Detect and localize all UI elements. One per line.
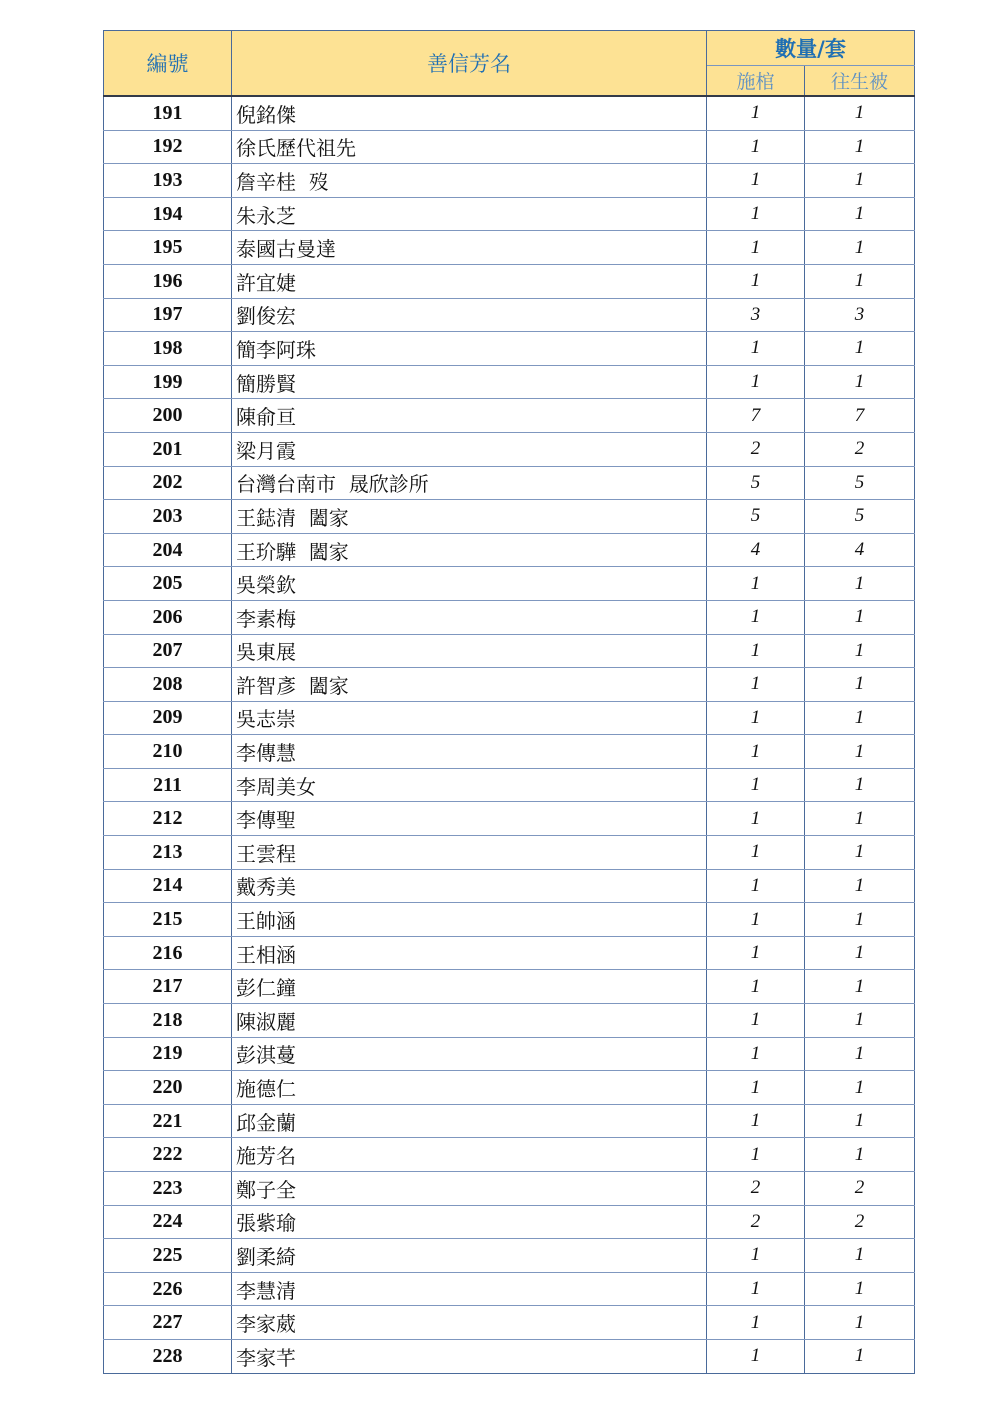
- row-coffin-qty: 1: [707, 1004, 805, 1038]
- row-number: 217: [104, 970, 232, 1004]
- table-row: [104, 432, 915, 466]
- row-quilt-qty: 1: [805, 1239, 915, 1273]
- table-row: [104, 668, 915, 702]
- row-donor-name: 彭淇蔓: [232, 1037, 707, 1071]
- table-row: [104, 500, 915, 534]
- table-row: [104, 1239, 915, 1273]
- row-number: 194: [104, 197, 232, 231]
- table-row: [104, 130, 915, 164]
- row-number: 191: [104, 96, 232, 130]
- row-quilt-qty: 1: [805, 936, 915, 970]
- donor-sheet: [103, 30, 914, 1374]
- row-coffin-qty: 1: [707, 130, 805, 164]
- row-quilt-qty: 1: [805, 1037, 915, 1071]
- row-number: 209: [104, 701, 232, 735]
- row-quilt-qty: 1: [805, 365, 915, 399]
- row-donor-name: 簡勝賢: [232, 365, 707, 399]
- table-row: [104, 869, 915, 903]
- table-row: [104, 768, 915, 802]
- row-number: 205: [104, 567, 232, 601]
- row-quilt-qty: 1: [805, 668, 915, 702]
- row-quilt-qty: 1: [805, 768, 915, 802]
- row-donor-name: 王帥涵: [232, 903, 707, 937]
- row-donor-name: 許智彥 闔家: [232, 668, 707, 702]
- row-number: 193: [104, 164, 232, 198]
- row-donor-name: 劉俊宏: [232, 298, 707, 332]
- row-quilt-qty: 1: [805, 836, 915, 870]
- row-donor-name: 吳東展: [232, 634, 707, 668]
- row-number: 218: [104, 1004, 232, 1038]
- row-number: 206: [104, 600, 232, 634]
- table-row: [104, 701, 915, 735]
- row-coffin-qty: 1: [707, 1037, 805, 1071]
- row-donor-name: 台灣台南市 晟欣診所: [232, 466, 707, 500]
- row-coffin-qty: 2: [707, 1205, 805, 1239]
- row-coffin-qty: 1: [707, 567, 805, 601]
- row-number: 216: [104, 936, 232, 970]
- row-coffin-qty: 1: [707, 1339, 805, 1373]
- row-number: 215: [104, 903, 232, 937]
- row-coffin-qty: 1: [707, 634, 805, 668]
- table-row: [104, 1272, 915, 1306]
- row-quilt-qty: 1: [805, 164, 915, 198]
- row-coffin-qty: 1: [707, 1306, 805, 1340]
- row-coffin-qty: 1: [707, 1272, 805, 1306]
- header-quilt: 往生被: [805, 65, 915, 96]
- row-number: 220: [104, 1071, 232, 1105]
- header-coffin: 施棺: [707, 65, 805, 96]
- row-donor-name: 王玠驊 闔家: [232, 533, 707, 567]
- row-quilt-qty: 1: [805, 970, 915, 1004]
- row-number: 203: [104, 500, 232, 534]
- row-quilt-qty: 1: [805, 231, 915, 265]
- table-row: [104, 1071, 915, 1105]
- row-donor-name: 許宜婕: [232, 264, 707, 298]
- row-coffin-qty: 5: [707, 466, 805, 500]
- row-number: 210: [104, 735, 232, 769]
- row-number: 208: [104, 668, 232, 702]
- row-donor-name: 徐氏歷代祖先: [232, 130, 707, 164]
- row-quilt-qty: 1: [805, 802, 915, 836]
- table-row: [104, 298, 915, 332]
- row-donor-name: 梁月霞: [232, 432, 707, 466]
- table-row: [104, 1037, 915, 1071]
- table-body: [104, 96, 915, 1373]
- row-number: 212: [104, 802, 232, 836]
- row-coffin-qty: 2: [707, 1172, 805, 1206]
- row-coffin-qty: 1: [707, 903, 805, 937]
- row-coffin-qty: 5: [707, 500, 805, 534]
- row-coffin-qty: 1: [707, 735, 805, 769]
- row-donor-name: 李傳聖: [232, 802, 707, 836]
- row-quilt-qty: 1: [805, 869, 915, 903]
- table-row: [104, 399, 915, 433]
- row-donor-name: 李傳慧: [232, 735, 707, 769]
- row-quilt-qty: 1: [805, 701, 915, 735]
- row-number: 222: [104, 1138, 232, 1172]
- row-number: 224: [104, 1205, 232, 1239]
- row-quilt-qty: 1: [805, 634, 915, 668]
- row-coffin-qty: 1: [707, 264, 805, 298]
- row-number: 213: [104, 836, 232, 870]
- table-row: [104, 1306, 915, 1340]
- table-row: [104, 1339, 915, 1373]
- row-quilt-qty: 1: [805, 600, 915, 634]
- row-donor-name: 李素梅: [232, 600, 707, 634]
- row-number: 219: [104, 1037, 232, 1071]
- table-row: [104, 1205, 915, 1239]
- row-number: 199: [104, 365, 232, 399]
- row-coffin-qty: 1: [707, 936, 805, 970]
- row-donor-name: 王雲程: [232, 836, 707, 870]
- row-number: 196: [104, 264, 232, 298]
- row-coffin-qty: 1: [707, 600, 805, 634]
- row-number: 221: [104, 1104, 232, 1138]
- row-coffin-qty: 1: [707, 768, 805, 802]
- table-row: [104, 1004, 915, 1038]
- row-coffin-qty: 1: [707, 1138, 805, 1172]
- table-row: [104, 567, 915, 601]
- row-donor-name: 陳淑麗: [232, 1004, 707, 1038]
- row-donor-name: 陳俞亘: [232, 399, 707, 433]
- row-donor-name: 施芳名: [232, 1138, 707, 1172]
- table-row: [104, 1172, 915, 1206]
- row-coffin-qty: 1: [707, 1104, 805, 1138]
- table-row: [104, 533, 915, 567]
- row-quilt-qty: 1: [805, 1339, 915, 1373]
- table-header: [104, 31, 915, 97]
- row-quilt-qty: 2: [805, 432, 915, 466]
- row-quilt-qty: 5: [805, 500, 915, 534]
- row-quilt-qty: 1: [805, 332, 915, 366]
- row-number: 207: [104, 634, 232, 668]
- table-row: [104, 264, 915, 298]
- row-donor-name: 詹辛桂 歿: [232, 164, 707, 198]
- row-number: 198: [104, 332, 232, 366]
- row-donor-name: 邱金蘭: [232, 1104, 707, 1138]
- row-quilt-qty: 1: [805, 1138, 915, 1172]
- row-coffin-qty: 1: [707, 970, 805, 1004]
- row-coffin-qty: 1: [707, 365, 805, 399]
- row-quilt-qty: 1: [805, 1272, 915, 1306]
- table-row: [104, 466, 915, 500]
- table-row: [104, 735, 915, 769]
- row-donor-name: 王相涵: [232, 936, 707, 970]
- row-quilt-qty: 5: [805, 466, 915, 500]
- row-number: 204: [104, 533, 232, 567]
- row-donor-name: 施德仁: [232, 1071, 707, 1105]
- row-number: 195: [104, 231, 232, 265]
- row-number: 214: [104, 869, 232, 903]
- row-quilt-qty: 4: [805, 533, 915, 567]
- row-quilt-qty: 1: [805, 96, 915, 130]
- row-number: 227: [104, 1306, 232, 1340]
- row-quilt-qty: 1: [805, 567, 915, 601]
- table-row: [104, 634, 915, 668]
- row-coffin-qty: 1: [707, 96, 805, 130]
- table-row: [104, 903, 915, 937]
- row-donor-name: 王鋕清 闔家: [232, 500, 707, 534]
- row-donor-name: 倪銘傑: [232, 96, 707, 130]
- table-row: [104, 936, 915, 970]
- row-donor-name: 戴秀美: [232, 869, 707, 903]
- row-quilt-qty: 3: [805, 298, 915, 332]
- row-coffin-qty: 4: [707, 533, 805, 567]
- row-coffin-qty: 1: [707, 802, 805, 836]
- table-row: [104, 96, 915, 130]
- header-quantity-group: 數量/套: [707, 31, 915, 66]
- row-donor-name: 張紫瑜: [232, 1205, 707, 1239]
- row-donor-name: 朱永芝: [232, 197, 707, 231]
- row-quilt-qty: 1: [805, 1004, 915, 1038]
- row-donor-name: 泰國古曼達: [232, 231, 707, 265]
- row-coffin-qty: 1: [707, 836, 805, 870]
- header-donor-name: 善信芳名: [232, 31, 707, 97]
- row-coffin-qty: 1: [707, 1239, 805, 1273]
- row-donor-name: 吳榮欽: [232, 567, 707, 601]
- table-row: [104, 197, 915, 231]
- row-quilt-qty: 1: [805, 735, 915, 769]
- row-donor-name: 李慧清: [232, 1272, 707, 1306]
- row-number: 202: [104, 466, 232, 500]
- row-quilt-qty: 1: [805, 1071, 915, 1105]
- header-number: 編號: [104, 31, 232, 97]
- table-row: [104, 836, 915, 870]
- table-row: [104, 970, 915, 1004]
- table-row: [104, 1104, 915, 1138]
- row-quilt-qty: 1: [805, 903, 915, 937]
- row-coffin-qty: 1: [707, 197, 805, 231]
- row-quilt-qty: 1: [805, 1104, 915, 1138]
- row-donor-name: 李周美女: [232, 768, 707, 802]
- row-quilt-qty: 1: [805, 130, 915, 164]
- table-row: [104, 332, 915, 366]
- table-row: [104, 802, 915, 836]
- row-donor-name: 李家葳: [232, 1306, 707, 1340]
- row-coffin-qty: 1: [707, 869, 805, 903]
- table-row: [104, 365, 915, 399]
- row-coffin-qty: 3: [707, 298, 805, 332]
- row-number: 228: [104, 1339, 232, 1373]
- row-coffin-qty: 7: [707, 399, 805, 433]
- row-quilt-qty: 1: [805, 264, 915, 298]
- row-donor-name: 李家芊: [232, 1339, 707, 1373]
- row-coffin-qty: 1: [707, 668, 805, 702]
- table-row: [104, 164, 915, 198]
- row-coffin-qty: 1: [707, 164, 805, 198]
- row-number: 211: [104, 768, 232, 802]
- row-quilt-qty: 1: [805, 1306, 915, 1340]
- donor-table: [103, 30, 915, 1374]
- row-donor-name: 鄭子全: [232, 1172, 707, 1206]
- row-coffin-qty: 1: [707, 1071, 805, 1105]
- row-number: 197: [104, 298, 232, 332]
- row-quilt-qty: 2: [805, 1205, 915, 1239]
- row-donor-name: 吳志崇: [232, 701, 707, 735]
- row-quilt-qty: 2: [805, 1172, 915, 1206]
- row-number: 200: [104, 399, 232, 433]
- row-donor-name: 劉柔綺: [232, 1239, 707, 1273]
- row-number: 223: [104, 1172, 232, 1206]
- row-coffin-qty: 1: [707, 231, 805, 265]
- row-number: 225: [104, 1239, 232, 1273]
- row-coffin-qty: 1: [707, 701, 805, 735]
- row-donor-name: 簡李阿珠: [232, 332, 707, 366]
- row-quilt-qty: 7: [805, 399, 915, 433]
- table-row: [104, 231, 915, 265]
- row-number: 201: [104, 432, 232, 466]
- table-row: [104, 600, 915, 634]
- row-donor-name: 彭仁鐘: [232, 970, 707, 1004]
- row-coffin-qty: 1: [707, 332, 805, 366]
- row-coffin-qty: 2: [707, 432, 805, 466]
- row-number: 226: [104, 1272, 232, 1306]
- row-number: 192: [104, 130, 232, 164]
- table-row: [104, 1138, 915, 1172]
- row-quilt-qty: 1: [805, 197, 915, 231]
